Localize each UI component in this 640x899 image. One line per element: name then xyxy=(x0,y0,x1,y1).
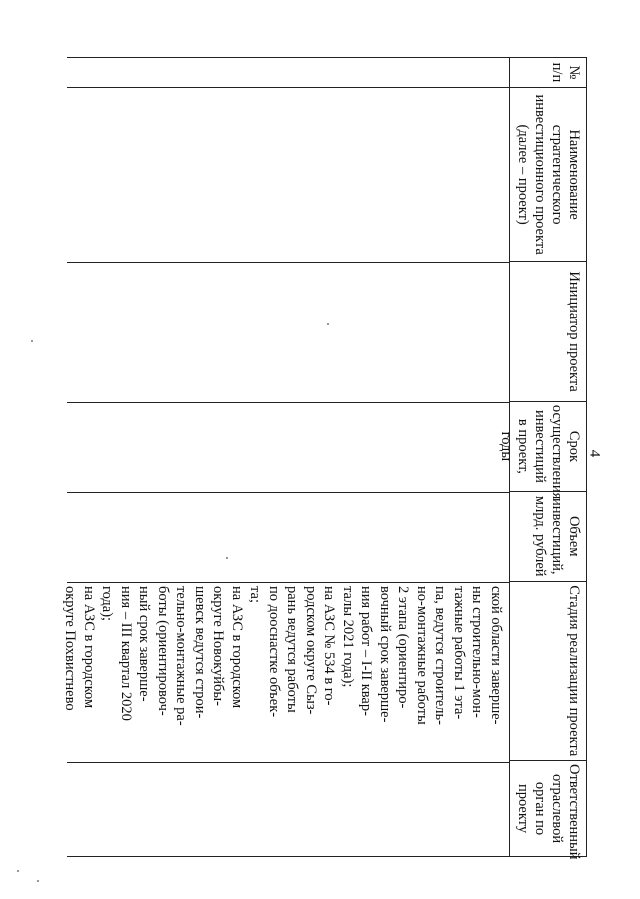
stage-text-line: на АЗС в городском xyxy=(81,586,97,709)
column-divider xyxy=(67,402,509,403)
stage-text-line: года); xyxy=(99,586,116,622)
stage-text-line: шевск ведутся строи- xyxy=(192,586,208,719)
stage-text-line: ния – III квартал 2020 xyxy=(118,586,134,721)
stage-text-line: округе Новокуйбы- xyxy=(210,586,227,706)
stage-text-line: ный срок заверше- xyxy=(136,586,153,702)
stage-text-line: на АЗС № 534 в го- xyxy=(321,586,338,706)
page-number: 4 xyxy=(586,449,603,458)
stage-cell-text xyxy=(62,582,507,762)
stage-text-line: рань ведутся работы xyxy=(284,586,301,713)
scan-speck xyxy=(37,880,39,882)
header-responsible-body: Ответственный отраслевой орган по проекту xyxy=(515,764,582,860)
stage-text-line: по дооснастке объек- xyxy=(266,586,282,718)
stage-text-line: на АЗС в городском xyxy=(229,586,245,709)
scan-speck xyxy=(226,557,228,559)
investment-projects-table xyxy=(62,57,587,860)
stage-text-line: ской области заверше- xyxy=(488,586,504,725)
stage-text-line: та; xyxy=(247,586,264,603)
header-number: № п/п xyxy=(510,58,586,88)
stage-text-line: тажные работы 1 эта- xyxy=(451,586,467,720)
column-divider xyxy=(67,262,509,263)
header-project-name: Наименование стратегического инвестиционного проекта (далее – проект) xyxy=(510,88,586,262)
column-divider xyxy=(67,856,509,857)
scan-speck xyxy=(17,870,19,872)
stage-text-line: боты (ориентировоч- xyxy=(155,586,171,716)
stage-text-line: 2 этапа (ориентиро- xyxy=(395,586,412,709)
stage-text-line: па, ведутся строитель- xyxy=(432,586,449,725)
header-initiator: Инициатор проекта xyxy=(510,262,586,402)
scan-speck xyxy=(31,340,33,342)
stage-text-line: вочный срок заверше- xyxy=(377,586,393,723)
header-investment-term: Срок осуществления инвестиций в проект, годы xyxy=(510,402,586,492)
stage-text-line: округе Похвистнево xyxy=(62,586,79,711)
column-divider xyxy=(67,57,509,58)
stage-text-line: но-монтажные работы xyxy=(414,586,430,725)
rotated-table-area xyxy=(62,57,587,860)
stage-text-line: родском округе Сыз- xyxy=(303,586,319,715)
column-divider xyxy=(67,492,509,493)
stage-text-line: талы 2021 года); xyxy=(340,586,356,688)
column-divider xyxy=(67,87,509,88)
table-header-row xyxy=(498,57,587,860)
stage-text-line: ны строительно-мон- xyxy=(469,586,486,718)
stage-text-line: тельно-монтажные ра- xyxy=(173,586,190,726)
header-stage: Стадия реализации проекта xyxy=(510,582,586,761)
scan-speck xyxy=(327,323,329,325)
stage-text-line: ния работ – I-II квар- xyxy=(358,586,375,716)
column-divider xyxy=(67,762,509,763)
header-investment-volume: Объем инвестиций, млрд. рублей xyxy=(510,492,586,582)
